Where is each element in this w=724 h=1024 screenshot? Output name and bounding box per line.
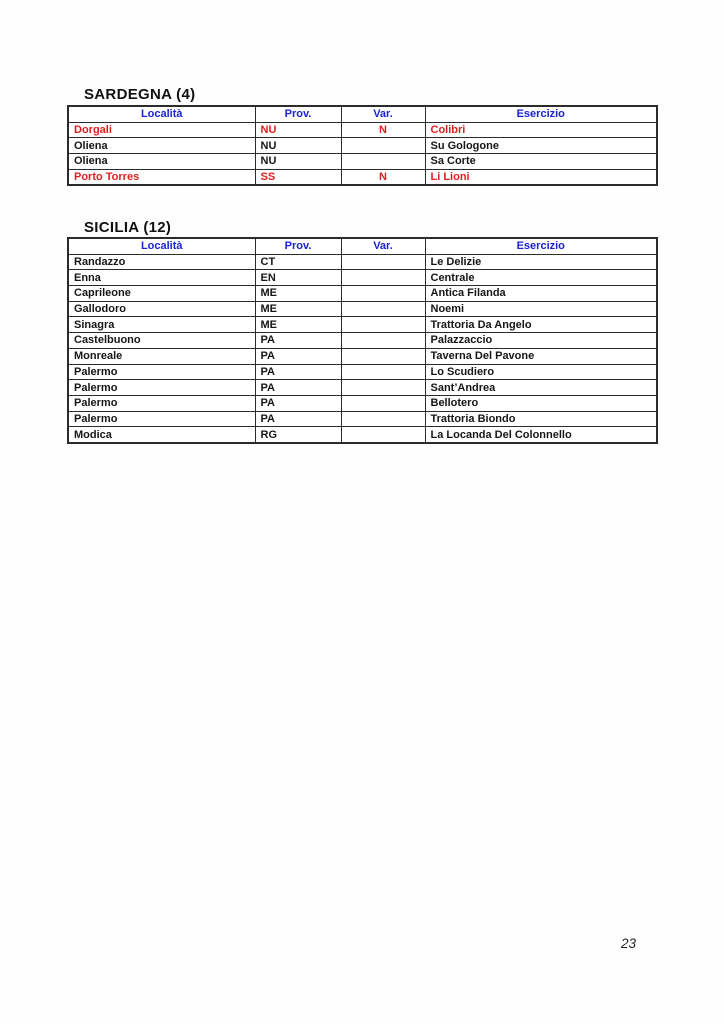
col-header-prov: Prov.	[255, 106, 341, 122]
table-row	[68, 427, 657, 443]
cell-localita: Caprileone	[68, 286, 255, 302]
page-number: 23	[621, 936, 637, 951]
cell-prov: PA	[255, 380, 341, 396]
table-header-row	[68, 106, 657, 122]
cell-prov: PA	[255, 348, 341, 364]
cell-esercizio: Bellotero	[425, 395, 657, 411]
section-title-sardegna: SARDEGNA (4)	[84, 86, 196, 103]
cell-prov: PA	[255, 364, 341, 380]
cell-esercizio: Palazzaccio	[425, 333, 657, 349]
cell-esercizio: Taverna Del Pavone	[425, 348, 657, 364]
cell-localita: Sinagra	[68, 317, 255, 333]
cell-var	[341, 333, 425, 349]
cell-localita: Oliena	[68, 138, 255, 154]
cell-esercizio: Trattoria Biondo	[425, 411, 657, 427]
table-row	[68, 411, 657, 427]
cell-localita: Palermo	[68, 395, 255, 411]
section-title-sicilia: SICILIA (12)	[84, 219, 172, 236]
cell-localita: Oliena	[68, 154, 255, 170]
cell-prov: NU	[255, 154, 341, 170]
col-header-localita: Località	[68, 238, 255, 254]
cell-localita: Gallodoro	[68, 301, 255, 317]
cell-esercizio: La Locanda Del Colonnello	[425, 427, 657, 443]
sardegna-table	[67, 105, 658, 186]
cell-prov: ME	[255, 317, 341, 333]
cell-var	[341, 154, 425, 170]
cell-prov: NU	[255, 122, 341, 138]
cell-var	[341, 254, 425, 270]
col-header-localita: Località	[68, 106, 255, 122]
cell-esercizio: Antica Filanda	[425, 286, 657, 302]
cell-esercizio: Trattoria Da Angelo	[425, 317, 657, 333]
cell-prov: PA	[255, 395, 341, 411]
cell-var	[341, 395, 425, 411]
cell-prov: EN	[255, 270, 341, 286]
table-header-row	[68, 238, 657, 254]
cell-esercizio: Lo Scudiero	[425, 364, 657, 380]
cell-var	[341, 364, 425, 380]
cell-esercizio: Sant’Andrea	[425, 380, 657, 396]
cell-localita: Porto Torres	[68, 169, 255, 185]
cell-localita: Enna	[68, 270, 255, 286]
cell-var	[341, 138, 425, 154]
table-row	[68, 380, 657, 396]
cell-var	[341, 301, 425, 317]
table-row	[68, 317, 657, 333]
sicilia-table	[67, 237, 658, 444]
cell-var	[341, 286, 425, 302]
cell-prov: ME	[255, 286, 341, 302]
cell-var	[341, 380, 425, 396]
cell-localita: Monreale	[68, 348, 255, 364]
table-row	[68, 270, 657, 286]
cell-var	[341, 427, 425, 443]
col-header-var: Var.	[341, 106, 425, 122]
cell-localita: Palermo	[68, 411, 255, 427]
cell-localita: Modica	[68, 427, 255, 443]
cell-var: N	[341, 169, 425, 185]
cell-prov: RG	[255, 427, 341, 443]
table-row	[68, 348, 657, 364]
cell-var	[341, 270, 425, 286]
col-header-esercizio: Esercizio	[425, 238, 657, 254]
col-header-esercizio: Esercizio	[425, 106, 657, 122]
table-row	[68, 254, 657, 270]
table-row	[68, 138, 657, 154]
cell-prov: SS	[255, 169, 341, 185]
cell-esercizio: Centrale	[425, 270, 657, 286]
table-row	[68, 122, 657, 138]
col-header-prov: Prov.	[255, 238, 341, 254]
cell-localita: Randazzo	[68, 254, 255, 270]
cell-prov: CT	[255, 254, 341, 270]
table-row	[68, 364, 657, 380]
cell-var	[341, 348, 425, 364]
cell-prov: PA	[255, 333, 341, 349]
table-row	[68, 395, 657, 411]
table-row	[68, 154, 657, 170]
table-row	[68, 301, 657, 317]
cell-prov: ME	[255, 301, 341, 317]
cell-localita: Castelbuono	[68, 333, 255, 349]
table-row	[68, 333, 657, 349]
cell-var: N	[341, 122, 425, 138]
cell-var	[341, 317, 425, 333]
cell-localita: Palermo	[68, 364, 255, 380]
cell-esercizio: Colibri	[425, 122, 657, 138]
cell-localita: Palermo	[68, 380, 255, 396]
cell-localita: Dorgali	[68, 122, 255, 138]
cell-esercizio: Le Delizie	[425, 254, 657, 270]
cell-esercizio: Noemi	[425, 301, 657, 317]
table-row	[68, 169, 657, 185]
cell-esercizio: Su Gologone	[425, 138, 657, 154]
cell-prov: PA	[255, 411, 341, 427]
cell-var	[341, 411, 425, 427]
col-header-var: Var.	[341, 238, 425, 254]
cell-esercizio: Sa Corte	[425, 154, 657, 170]
cell-esercizio: Li Lioni	[425, 169, 657, 185]
cell-prov: NU	[255, 138, 341, 154]
table-row	[68, 286, 657, 302]
